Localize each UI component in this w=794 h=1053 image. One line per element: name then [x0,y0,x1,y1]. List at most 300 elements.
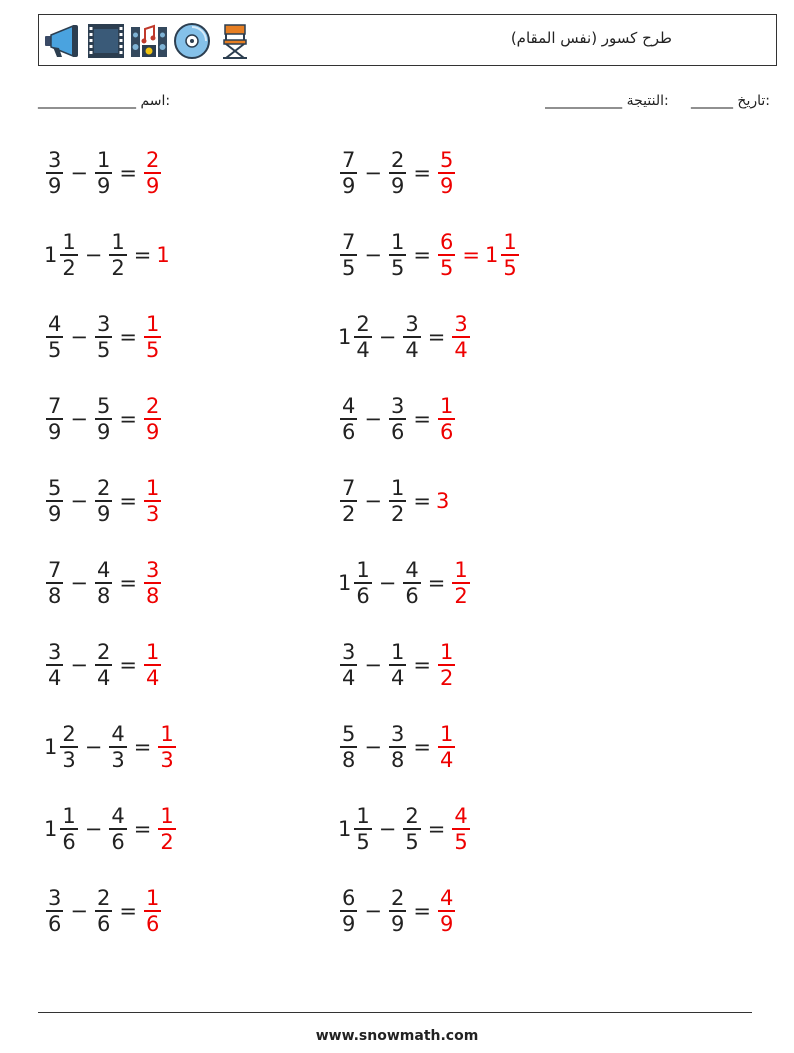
minuend-denominator: 8 [342,747,356,772]
minuend-term [44,722,80,772]
minuend-numerator: 7 [48,558,62,583]
subtrahend-denominator: 8 [390,747,405,772]
megaphone-icon [43,21,83,61]
directors-chair-icon [215,21,255,61]
minus-sign: − [364,735,382,759]
minuend-term [338,476,359,526]
minuend-fraction [60,722,77,772]
subtrahend-numerator: 1 [111,230,125,255]
minuend-fraction [60,230,77,280]
subtrahend-fraction [403,312,420,362]
answer-denominator: 4 [454,337,468,362]
answer-fraction [144,312,161,362]
subtrahend-numerator: 3 [96,312,111,337]
minuend-numerator: 7 [342,148,356,173]
subtrahend-denominator: 6 [96,911,111,936]
subtrahend-denominator: 8 [96,583,111,608]
answer-numerator: 2 [145,394,160,419]
equals-sign: = [133,735,152,759]
date-line[interactable]: ______ [690,93,733,109]
footer-divider [38,1012,752,1013]
answer-term [156,243,170,267]
minuend-term [44,558,65,608]
problem-2 [338,143,457,203]
minuend-whole: 1 [338,571,352,595]
minuend-fraction [354,312,371,362]
minuend-numerator: 5 [48,476,62,501]
minuend-denominator: 9 [342,173,356,198]
minuend-denominator: 9 [48,419,62,444]
minuend-denominator: 4 [356,337,370,362]
answer-term [142,476,163,526]
answer-fraction [438,640,455,690]
subtrahend-fraction [95,558,112,608]
subtrahend-denominator: 5 [96,337,111,362]
answer-fraction [158,722,175,772]
answer-fraction [144,148,161,198]
answer [450,804,471,854]
minuend-denominator: 6 [62,829,76,854]
date-score-fields [545,93,770,109]
answer-fraction [438,148,455,198]
answer-numerator: 1 [160,804,174,829]
problem-1 [44,143,163,203]
answer-term [436,640,457,690]
subtrahend-denominator: 5 [390,255,405,280]
problem-20 [338,881,457,941]
answer-numerator: 1 [503,230,517,255]
minuend-whole: 1 [44,735,58,759]
subtrahend-numerator: 3 [390,722,405,747]
minuend-fraction [46,558,63,608]
minuend-whole: 1 [44,243,58,267]
subtrahend-fraction [95,148,112,198]
problem-11 [44,553,163,613]
answer-numerator: 1 [160,722,174,747]
answer-denominator: 4 [439,747,454,772]
subtrahend-numerator: 2 [96,476,111,501]
minuend-fraction [354,558,371,608]
subtrahend-term [107,722,128,772]
subtrahend-fraction [389,640,406,690]
minuend-term [338,558,374,608]
subtrahend-fraction [389,886,406,936]
subtrahend-denominator: 2 [111,255,125,280]
minuend-numerator: 3 [48,640,62,665]
answer-equals-sign: = [462,243,480,267]
equals-sign: = [413,653,431,677]
answer-numerator: 1 [439,640,454,665]
answer-term [142,312,163,362]
minus-sign: − [70,161,88,185]
answer-term [436,230,457,280]
minuend-term [44,148,65,198]
subtrahend-denominator: 9 [96,173,111,198]
answer-numerator: 4 [454,804,468,829]
worksheet-header [38,14,777,66]
answer-numerator: 1 [145,640,160,665]
subtrahend-numerator: 4 [111,804,125,829]
answer-fraction [501,230,518,280]
minuend-numerator: 1 [62,230,76,255]
worksheet-title: طرح كسور (نفس المقام) [510,29,672,47]
cd-disc-icon [172,21,212,61]
minus-sign: − [70,489,88,513]
minuend-numerator: 4 [342,394,356,419]
minuend-denominator: 9 [342,911,356,936]
subtrahend-numerator: 4 [111,722,125,747]
minus-sign: − [70,899,88,923]
answer [436,722,457,772]
subtrahend-numerator: 2 [390,148,405,173]
minuend-denominator: 6 [48,911,62,936]
subtrahend-fraction [109,230,126,280]
answer-term [142,148,163,198]
minus-sign: − [84,735,103,759]
answer [450,312,471,362]
answer-denominator: 9 [439,911,454,936]
answer-denominator: 6 [439,419,454,444]
minuend-numerator: 7 [342,230,356,255]
subtrahend-term [93,312,114,362]
minuend-numerator: 1 [356,558,370,583]
subtrahend-term [401,558,422,608]
minuend-term [338,886,359,936]
minuend-whole: 1 [44,817,58,841]
answer-numerator: 6 [439,230,454,255]
answer-fraction [144,886,161,936]
minuend-fraction [340,148,357,198]
minuend-term [338,394,359,444]
minuend-fraction [46,476,63,526]
problem-12 [338,553,472,613]
problem-10 [338,471,450,531]
minuend-numerator: 3 [48,148,62,173]
answer-denominator: 8 [145,583,160,608]
answer-numerator: 1 [454,558,468,583]
answer [436,489,450,513]
minuend-term [44,312,65,362]
subtrahend-term [387,394,408,444]
subtrahend-denominator: 3 [111,747,125,772]
minus-sign: − [364,161,382,185]
subtrahend-numerator: 4 [405,558,419,583]
subtrahend-denominator: 6 [405,583,419,608]
answer-fraction [144,476,161,526]
subtrahend-numerator: 1 [390,640,405,665]
minuend-numerator: 1 [356,804,370,829]
equals-sign: = [427,571,446,595]
equals-sign: = [119,653,137,677]
equals-sign: = [119,407,137,431]
subtrahend-numerator: 5 [96,394,111,419]
subtrahend-term [93,394,114,444]
minuend-term [44,804,80,854]
minuend-numerator: 5 [342,722,356,747]
subtrahend-numerator: 3 [405,312,419,337]
subtrahend-term [401,804,422,854]
minuend-fraction [340,886,357,936]
minus-sign: − [378,571,397,595]
answer-term [142,558,163,608]
minuend-numerator: 3 [48,886,62,911]
minuend-denominator: 2 [342,501,356,526]
minuend-denominator: 4 [342,665,356,690]
answer-term [436,394,457,444]
name-field [38,93,170,109]
score-line[interactable]: ___________ [545,93,623,109]
problem-15 [44,717,178,777]
minuend-term [44,640,65,690]
subtrahend-numerator: 1 [96,148,111,173]
answer-denominator: 2 [439,665,454,690]
minuend-denominator: 8 [48,583,62,608]
minus-sign: − [70,407,88,431]
minuend-whole: 1 [338,325,352,349]
answer-fraction [438,394,455,444]
subtrahend-fraction [109,722,126,772]
minuend-numerator: 7 [48,394,62,419]
answer-fraction [438,230,455,280]
subtrahend-numerator: 2 [405,804,419,829]
answer-numerator: 1 [145,886,160,911]
minuend-numerator: 3 [342,640,356,665]
subtrahend-term [387,148,408,198]
problem-9 [44,471,163,531]
answer-term [156,804,177,854]
equals-sign: = [133,243,152,267]
answer-term [485,230,521,280]
subtrahend-term [107,804,128,854]
answer-term [436,489,450,513]
subtrahend-term [93,640,114,690]
equals-sign: = [413,489,431,513]
subtrahend-term [93,886,114,936]
minuend-term [44,476,65,526]
answer [142,558,163,608]
equals-sign: = [413,407,431,431]
subtrahend-denominator: 9 [96,501,111,526]
answer [142,476,163,526]
minuend-term [44,230,80,280]
subtrahend-fraction [95,640,112,690]
problem-6 [338,307,472,367]
equals-sign: = [133,817,152,841]
answer-denominator: 9 [145,173,160,198]
answer-denominator: 5 [503,255,517,280]
answer-fraction [438,722,455,772]
subtrahend-term [93,558,114,608]
minuend-numerator: 1 [62,804,76,829]
student-fields [38,93,770,115]
subtrahend-fraction [95,476,112,526]
minus-sign: − [378,817,397,841]
minus-sign: − [364,243,382,267]
subtrahend-denominator: 9 [390,911,405,936]
problem-7 [44,389,163,449]
answer-numerator: 5 [439,148,454,173]
equals-sign: = [413,243,431,267]
answer [156,722,177,772]
subtrahend-denominator: 5 [405,829,419,854]
answer [142,148,163,198]
subtrahend-denominator: 4 [390,665,405,690]
problem-17 [44,799,178,859]
problem-5 [44,307,163,367]
answer-whole: 1 [156,243,170,267]
answer-denominator: 5 [439,255,454,280]
minuend-fraction [340,230,357,280]
subtrahend-term [93,476,114,526]
minuend-fraction [46,640,63,690]
answer-term [436,886,457,936]
subtrahend-fraction [389,148,406,198]
minuend-fraction [340,476,357,526]
subtrahend-term [387,476,408,526]
minuend-denominator: 4 [48,665,62,690]
minus-sign: − [84,243,103,267]
answer-numerator: 1 [439,722,454,747]
subtrahend-fraction [389,476,406,526]
minuend-denominator: 2 [62,255,76,280]
answer-denominator: 9 [145,419,160,444]
equals-sign: = [119,489,137,513]
minus-sign: − [364,653,382,677]
minuend-fraction [60,804,77,854]
subtrahend-fraction [95,312,112,362]
minuend-term [338,230,359,280]
answer-denominator: 5 [454,829,468,854]
minuend-fraction [340,640,357,690]
minus-sign: − [378,325,397,349]
minuend-term [44,394,65,444]
answer-term [142,886,163,936]
equals-sign: = [427,325,446,349]
minus-sign: − [70,325,88,349]
minus-sign: − [364,407,382,431]
subtrahend-denominator: 4 [96,665,111,690]
answer-numerator: 3 [454,312,468,337]
answer [156,804,177,854]
score-label: :النتيجة [626,93,669,109]
answer [142,394,163,444]
equals-sign: = [427,817,446,841]
answer-denominator: 4 [145,665,160,690]
problem-8 [338,389,457,449]
answer [436,230,521,280]
answer-denominator: 5 [145,337,160,362]
speakers-music-icon [129,21,169,61]
equals-sign: = [413,899,431,923]
subtrahend-numerator: 1 [390,476,405,501]
subtrahend-denominator: 6 [390,419,405,444]
answer-denominator: 2 [160,829,174,854]
answer [142,640,163,690]
name-line[interactable]: ______________ [38,93,136,109]
subtrahend-numerator: 2 [390,886,405,911]
minuend-denominator: 9 [48,173,62,198]
answer-denominator: 6 [145,911,160,936]
subtrahend-denominator: 6 [111,829,125,854]
minuend-whole: 1 [338,817,352,841]
answer [450,558,471,608]
answer-whole: 1 [484,243,499,267]
date-label: :تاريخ [737,93,770,109]
answer-denominator: 9 [439,173,454,198]
minuend-denominator: 6 [356,583,370,608]
answer-fraction [452,312,469,362]
minuend-fraction [46,148,63,198]
minuend-term [44,886,65,936]
minuend-fraction [340,394,357,444]
subtrahend-fraction [389,722,406,772]
equals-sign: = [119,571,137,595]
answer-fraction [452,558,469,608]
equals-sign: = [119,899,137,923]
subtrahend-fraction [109,804,126,854]
problem-16 [338,717,457,777]
minuend-denominator: 3 [62,747,76,772]
answer-term [156,722,177,772]
minuend-denominator: 5 [356,829,370,854]
problem-14 [338,635,457,695]
answer-term [142,394,163,444]
name-label: :اسم [140,93,171,109]
minus-sign: − [84,817,103,841]
answer-term [450,804,471,854]
minuend-fraction [46,394,63,444]
subtrahend-term [401,312,422,362]
answer-numerator: 2 [145,148,160,173]
answer [436,640,457,690]
answer-numerator: 4 [439,886,454,911]
answer-fraction [452,804,469,854]
answer-fraction [144,558,161,608]
problem-13 [44,635,163,695]
answer-term [436,722,457,772]
subtrahend-term [93,148,114,198]
subtrahend-denominator: 9 [96,419,111,444]
minuend-fraction [340,722,357,772]
minus-sign: − [70,653,88,677]
answer-term [436,148,457,198]
minuend-fraction [46,312,63,362]
subtrahend-numerator: 4 [96,558,111,583]
answer [436,394,457,444]
answer-fraction [158,804,175,854]
subtrahend-term [387,230,408,280]
subtrahend-numerator: 2 [96,640,111,665]
minuend-numerator: 4 [48,312,62,337]
answer-denominator: 2 [454,583,468,608]
minuend-fraction [46,886,63,936]
answer-fraction [144,394,161,444]
minus-sign: − [70,571,88,595]
footer-url: www.snowmath.com [315,1028,479,1044]
subtrahend-term [387,722,408,772]
subtrahend-fraction [95,394,112,444]
problem-3 [44,225,171,285]
equals-sign: = [119,325,137,349]
subtrahend-numerator: 3 [390,394,405,419]
answer [142,312,163,362]
subtrahend-fraction [403,804,420,854]
answer-denominator: 3 [145,501,160,526]
subtrahend-fraction [389,394,406,444]
problem-18 [338,799,472,859]
answer-term [450,558,471,608]
minuend-numerator: 2 [62,722,76,747]
